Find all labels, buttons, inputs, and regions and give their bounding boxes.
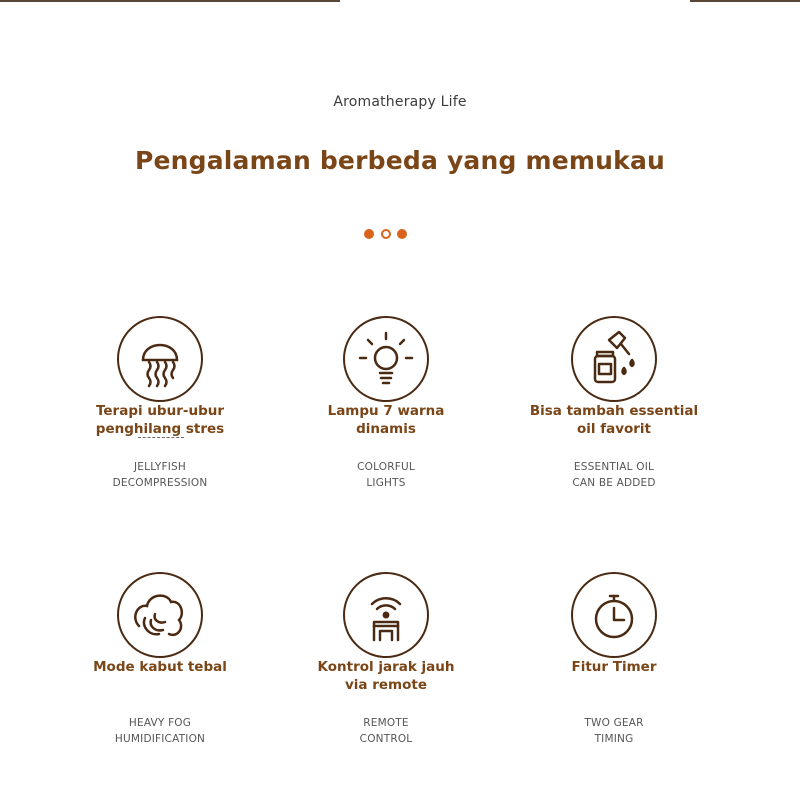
jellyfish-icon	[117, 316, 203, 402]
dot-filled-2	[397, 229, 407, 239]
feature-label-line1: Terapi ubur-ubur	[95, 403, 225, 419]
feature-english	[256, 715, 516, 747]
feature-english-line2: HUMIDIFICATION	[114, 733, 206, 745]
feature-label	[484, 402, 744, 438]
feature-label-line1: Bisa tambah essential	[529, 403, 699, 419]
feature-label-line2: via remote	[344, 677, 427, 693]
feature-english-line2: TIMING	[594, 733, 634, 745]
dropper-bottle-icon	[571, 316, 657, 402]
feature-label-line1: Lampu 7 warna	[327, 403, 445, 419]
cloud-fog-icon	[117, 572, 203, 658]
feature-label-line2: dinamis	[356, 421, 416, 437]
feature-label-line1: Mode kabut tebal	[93, 659, 227, 675]
feature-english-line1: HEAVY FOG	[128, 717, 192, 729]
feature-label-line1: Fitur Timer	[571, 659, 657, 675]
feature-label-line1: Kontrol jarak jauh	[317, 659, 455, 675]
section-subtitle: Aromatherapy Life	[333, 94, 467, 110]
feature-english-line1: TWO GEAR	[584, 717, 644, 729]
feature-english-line1: REMOTE	[363, 717, 409, 729]
remote-control-icon	[343, 572, 429, 658]
feature-english	[30, 459, 290, 491]
dot-outline	[381, 229, 391, 239]
feature-english-line1: COLORFUL	[357, 461, 415, 473]
feature-english-line2: LIGHTS	[366, 477, 406, 489]
feature-label-line2: oil favorit	[576, 421, 652, 437]
feature-english	[256, 459, 516, 491]
top-divider-left	[0, 0, 340, 2]
feature-english-line2: CONTROL	[359, 733, 413, 745]
feature-label	[256, 402, 516, 438]
feature-english-line2: DECOMPRESSION	[112, 477, 208, 489]
feature-english-line2: CAN BE ADDED	[572, 477, 656, 489]
lightbulb-icon	[343, 316, 429, 402]
feature-label-line2: penghilang stres	[95, 421, 225, 437]
dashed-divider	[138, 437, 184, 440]
feature-english	[484, 459, 744, 491]
feature-english	[30, 715, 290, 747]
carousel-dots	[364, 229, 436, 241]
feature-english-line1: JELLYFISH	[134, 461, 186, 473]
top-divider-right	[690, 0, 800, 2]
page-title: Pengalaman berbeda yang memukau	[134, 146, 666, 175]
feature-label	[30, 658, 290, 676]
feature-english	[484, 715, 744, 747]
feature-label	[484, 658, 744, 676]
feature-label	[256, 658, 516, 694]
dot-filled-1	[364, 229, 374, 239]
timer-icon	[571, 572, 657, 658]
feature-label	[30, 402, 290, 438]
feature-english-line1: ESSENTIAL OIL	[573, 461, 655, 473]
